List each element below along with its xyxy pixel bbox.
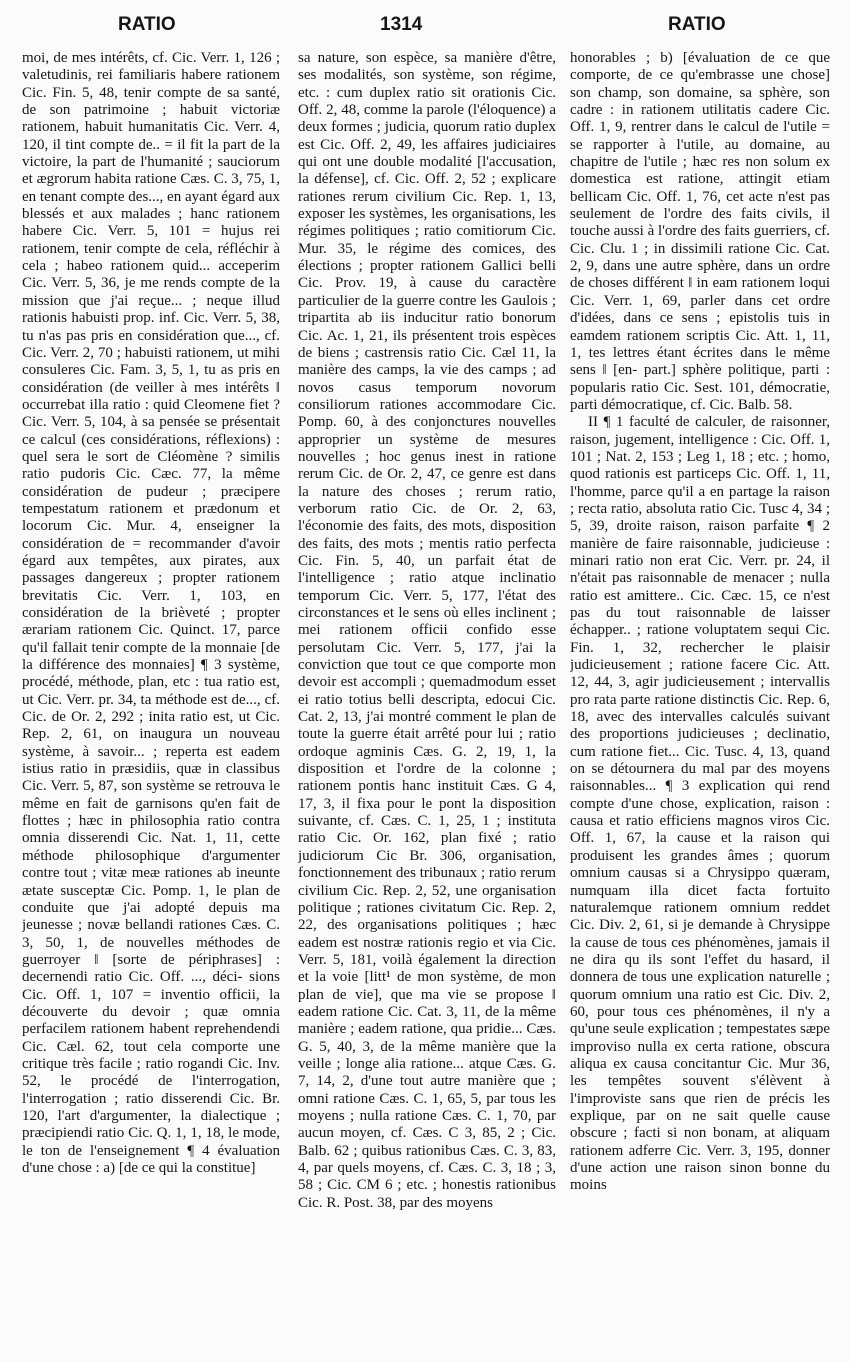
running-head-right: RATIO <box>668 14 726 35</box>
column-2-paragraph-1: sa nature, son espèce, sa manière d'être, ses modalités, son système, son régime, etc. : cum duplex ratio sit orationis Cic. Off. 2, 48, comme la parole (l'éloquence) a deux formes ; judicia, quorum ratio duplex est Cic. Off. 2, 49, les affaires judiciaires qui ont une double modalité [l'accusation, la défense], cf. Cic. Off. 2, 52 ; explicare rationes rerum civilium Cic. Rep. 1, 13, exposer les systèmes, les organisations, les régimes politiques ; ratio comitiorum Cic. Mur. 35, le régime des comices, des élections ; propter rationem Gallici belli Cic. Prov. 19, à cause du caractère particulier de la guerre contre les Gaulois ; tripartita ab iis inducitur ratio bonorum Cic. Ac. 1, 21, ils présentent trois espèces de biens ; castrensis ratio Cic. Cæl 11, la manière des camps, la vie des camps ; ad novos casus temporum novorum consiliorum rationes accommodare Cic. Pomp. 60, à des conjonctures nouvelles approprier un système de mesures nouvelles ; hoc genus inest in ratione rerum Cic. de Or. 2, 47, ce genre est dans la nature des choses ; rerum ratio, verborum ratio Cic. de Or. 2, 63, l'économie des faits, des mots, disposition des faits, des mots ; mentis ratio perfecta Cic. Fin. 5, 40, un parfait état de l'intelligence ; ratio atque inclinatio temporum Cic. Verr. 5, 177, l'état des circonstances et le sens où elles inclinent ; mei rationem officii confido esse persolutam Cic. Verr. 5, 177, j'ai la conviction que tout ce que comporte mon devoir est accompli ; quemadmodum esset ei ratio totius belli descripta, edocui Cic. Cat. 2, 13, j'ai montré comment le plan de toute la guerre était arrêté pour lui ; ratio ordoque agminis Cæs. G. 2, 19, 1, la disposition et l'ordre de la colonne ; rationem pontis hanc instituit Cæs. G 4, 17, 3, il fixa pour le pont la disposition suivante, cf. Cæs. C. 1, 25, 1 ; instituta ratio Cic. Or. 162, plan fixé ; ratio judiciorum Cic Br. 306, organisation, fonctionnement des tribunaux ; ratio rerum civilium Cic. Rep. 2, 52, une organisation politique ; rationes civitatum Cic. Rep. 2, 22, des organisations politiques ; hæc eadem est nostræ rationis regio et via Cic. Verr. 5, 181, voilà également la direction et la voie [litt¹ de mon système, de mon plan de vie], que ma vie se propose ‖ eadem ratione Cic. Cat. 3, 11, de la même manière ; eadem ratione, qua pridie... Cæs. G. 5, 40, 3, de la même manière que la veille ; longe alia ratione... atque Cæs. G. 7, 14, 2, d'une tout autre manière que ; omni ratione Cæs. C. 1, 65, 5, par tous les moyens ; nulla ratione Cæs. C. 1, 70, par aucun moyen, cf. Cæs. C 3, 85, 2 ; Cic. Balb. 62 ; quibus rationibus Cæs. C. 3, 83, 4, par quels moyens, cf. Cæs. C. 3, 18 ; 3, 58 ; Cic. CM 6 ; etc. ; honestis rationibus Cic. R. Post. 38, par des moyens <box>298 50 556 1211</box>
running-head-left: RATIO <box>118 14 176 35</box>
running-head <box>0 4 850 44</box>
text-column-1 <box>22 50 280 1356</box>
column-3-paragraph-2: II ¶ 1 faculté de calculer, de raisonner, raison, jugement, intelligence : Cic. Off. 1, 101 ; Nat. 2, 153 ; Leg 1, 18 ; etc. ; homo, quod rationis est particeps Cic. Off. 1, 11, l'homme, parce qu'il a en partage la raison ; recta ratio, absoluta ratio Cic. Tusc 4, 34 ; 5, 39, droite raison, raison parfaite ¶ 2 manière de faire raisonnable, judicieuse : minari ratio non erat Cic. Verr. pr. 24, il n'était pas raisonnable de menacer ; nulla ratio est amittere.. Cic. Cæc. 15, ce n'est pas du tout raisonnable de laisser échapper.. ; ratione voluptatem sequi Cic. Fin. 1, 32, rechercher le plaisir judicieusement ; ratione facere Cic. Att. 12, 44, 3, agir judicieusement ; intervallis pro rata parte ratione distinctis Cic. Rep. 6, 18, avec des intervalles calculés suivant des proportions judicieuses ; declinatio, cum ratione fiet... Cic. Tusc. 4, 13, quand on se détournera du mal par des moyens raisonnables... ¶ 3 explication qui rend compte d'une chose, explication, raison : causa et ratio efficiens magnos viros Cic. Off. 1, 67, la cause et la raison qui produisent les grandes âmes ; quorum omnium causas si a Chrysippo quæram, numquam illa dicet facta fortuito naturalemque rationem omnium reddet Cic. Div. 2, 61, si je demande à Chrysippe la cause de tous ces phénomènes, jamais il ne dira qu ils sont l'effet du hasard, il donnera de tous une explication naturelle ; quorum omnium una ratio est Cic. Div. 2, 60, pour tous ces phénomènes, il n'y a qu'une seule explication ; tempestates sæpe improviso nulla ex certa ratione, obscura aliqua ex causa concitantur Cic. Mur 36, les tempêtes souvent s'élèvent à l'improviste sans que rien de précis les explique, par on ne sait quelle cause obscure ; facti si non bonam, at aliquam rationem adferre Cic. Verr. 3, 195, donner d'une action une raison sinon bonne du moins <box>570 414 830 1194</box>
text-column-2 <box>298 50 556 1356</box>
column-1-paragraph-1: moi, de mes intérêts, cf. Cic. Verr. 1, 126 ; valetudinis, rei familiaris habere rationem Cic. Fin. 5, 48, tenir compte de sa santé, de son patrimoine ; habuit victoriæ rationem, habuit humanitatis Cic. Verr. 4, 120, il tint compte de.. = il fit la part de la victoire, la part de l'humanité ; sauciorum et ægrorum habita ratione Cæs. C. 3, 75, 1, en tenant compte des..., en ayant égard aux blessés et aux malades ; hanc rationem habere Cic. Verr. 5, 101 = hujus rei rationem, tenir compte de cela, réfléchir à cela ; habeo rationem quid... acceperim Cic. Verr. 5, 36, je me rends compte de la mission que j'ai reçue... ; neque illud rationis habuisti prop. inf. Cic. Verr. 5, 38, tu n'as pas pris en considération que..., cf. Cic. Verr. 2, 70 ; habuisti rationem, ut mihi consuleres Cic. Fam. 3, 5, 1, tu as pris en considération (de veiller à mes intérêts ‖ occurrebat illa ratio : quid Cleomene fiet ? Cic. Verr. 5, 104, à sa pensée se présentait ce calcul (ces considérations, réflexions) : quel sera le sort de Cléomène ? similis ratio pudoris Cic. Cæc. 77, la même considération de pudeur ; præcipere tempestatum rationem et prædonum et locorum Cic. Mur. 4, enseigner la considération de = recommander d'avoir égard aux tempêtes, aux pirates, aux passages dangereux ; propter rationem brevitatis Cic. Verr. 1, 103, en considération de la brièveté ; propter ærariam rationem Cic. Quinct. 17, parce qu'il fallait tenir compte de la monnaie [de la différence des monnaies] ¶ 3 système, procédé, méthode, plan, etc : tua ratio est, ut Cic. Verr. pr. 34, ta méthode est de..., cf. Cic. de Or. 2, 292 ; inita ratio est, ut Cic. Rep. 2, 61, on inaugura un nouveau système, à savoir... ; reperta est eadem istius ratio in præsidiis, quæ in classibus Cic. Verr. 5, 87, son système se retrouva le même en fait de garnisons qu'en fait de flottes ; hæc in philosophia ratio contra omnia disserendi Cic. Nat. 1, 11, cette méthode philosophique d'argumenter contre tout ; vitæ meæ rationes ab ineunte ætate susceptæ Cic. Pomp. 1, le plan de conduite que j'ai adopté depuis ma jeunesse ; novæ bellandi rationes Cæs. C. 3, 50, 1, de nouvelles méthodes de guerroyer ‖ [sorte de périphrases] : decernendi ratio Cic. Off. ..., déci- sions Cic. Off. 1, 107 = inventio officii, la découverte du devoir ; quæ omnia perfacilem rationem habent reprehendendi Cic. Cæl. 62, tout cela comporte une critique très facile ; ratio rogandi Cic. Inv. 52, le procédé de l'interrogation, l'interrogation ; ratio disserendi Cic. Br. 120, l'art d'argumenter, la dialectique ; præcipiendi ratio Cic. Q. 1, 1, 18, le mode, le ton de l'enseignement ¶ 4 évaluation d'une chose : a) [de ce qui la constitue] <box>22 50 280 1176</box>
page-number: 1314 <box>380 14 423 35</box>
column-3-paragraph-1: honorables ; b) [évaluation de ce que comporte, de ce qu'embrasse une chose] son champ, son domaine, sa sphère, son cadre : in rationem utilitatis cadere Cic. Off. 1, 9, rentrer dans le calcul de l'utile = se rapporter à l'utile, au domaine, au chapitre de l'utile ; hæc res non solum ex domestica est ratione, attingit etiam bellicam Cic. Off. 1, 76, cet acte n'est pas seulement de l'ordre des faits civils, il touche aussi à l'ordre des faits guerriers, cf. Cic. Clu. 1 ; in dissimili ratione Cic. Cat. 2, 9, dans une autre sphère, dans un ordre de choses différent ‖ in eam rationem loqui Cic. Verr. 1, 69, parler dans cet ordre d'idées, dans ce sens ; epistolis tuis in eamdem rationem scriptis Cic. Att. 1, 11, 1, tes lettres étant écrites dans le même sens ‖ [en- part.] sphère politique, parti : popularis ratio Cic. Sest. 101, démocratie, parti démocratique, cf. Cic. Balb. 58. <box>570 50 830 413</box>
text-column-3 <box>570 50 830 1356</box>
